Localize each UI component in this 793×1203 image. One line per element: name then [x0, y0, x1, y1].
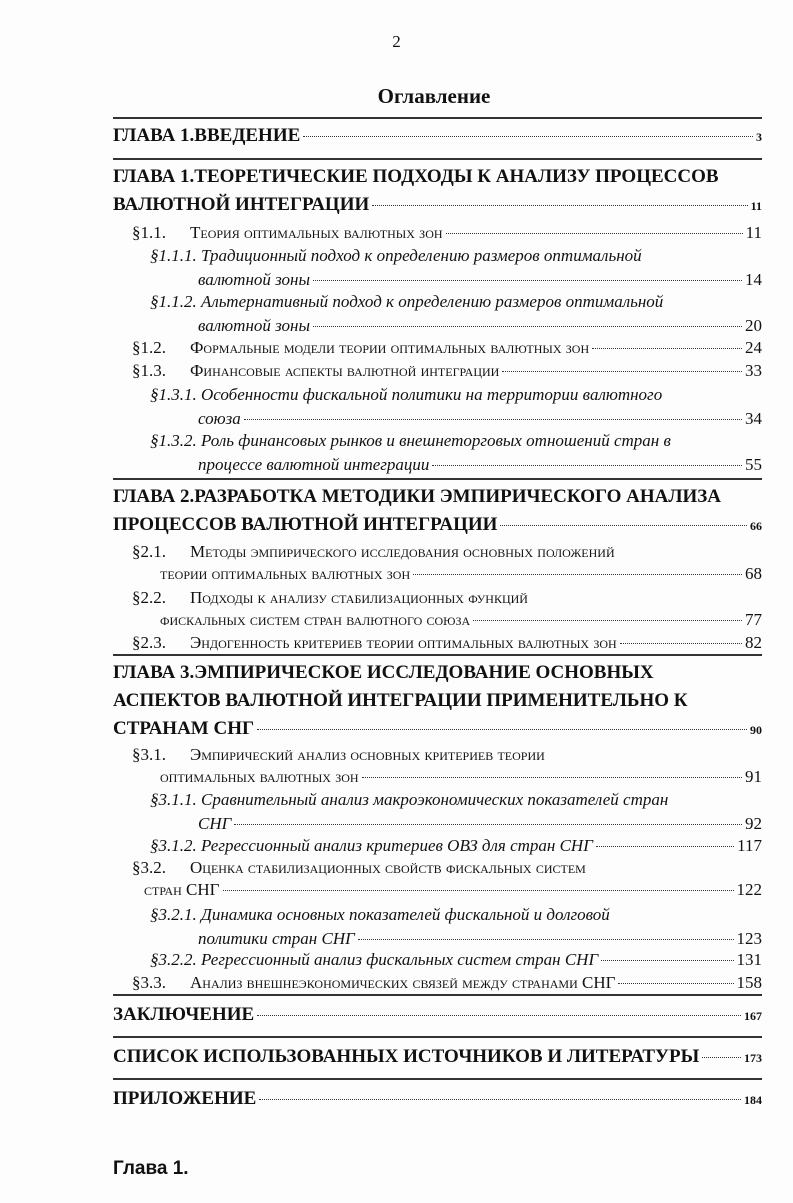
dot-leader	[432, 465, 742, 466]
entry-title: §3.2.2. Регрессионный анализ фискальных систем стран СНГ	[150, 950, 599, 969]
toc-subsection-1-3-2[interactable]	[150, 429, 762, 477]
entry-page: 20	[745, 316, 762, 335]
divider	[113, 994, 762, 996]
entry-page: 66	[750, 519, 762, 533]
entry-page: 167	[744, 1009, 762, 1023]
dot-leader	[223, 890, 734, 891]
entry-page: 91	[745, 767, 762, 786]
page-number: 2	[392, 32, 401, 51]
entry-page: 34	[745, 409, 762, 428]
dot-leader	[313, 280, 742, 281]
toc-subsection-3-2-2[interactable]	[150, 948, 762, 972]
entry-page: 82	[745, 633, 762, 652]
entry-page: 92	[745, 814, 762, 833]
entry-title: ГЛАВА 1.ВВЕДЕНИЕ	[113, 125, 301, 146]
toc-chapter-1[interactable]	[113, 163, 762, 220]
entry-title: Финансовые аспекты валютной интеграции	[190, 361, 500, 380]
dot-leader	[473, 620, 742, 621]
section-number: §3.3.	[132, 973, 166, 992]
section-number: §3.2.	[132, 858, 166, 877]
divider	[113, 654, 762, 656]
entry-page: 131	[736, 950, 762, 969]
entry-title-cont: оптимальных валютных зон	[160, 767, 359, 786]
toc-section-2-1[interactable]	[132, 541, 762, 585]
entry-title: §3.1.1. Сравнительный анализ макроэкономических показателей стран	[150, 790, 669, 809]
entry-page: 90	[750, 723, 762, 737]
entry-page: 68	[745, 564, 762, 583]
entry-title-cont: союза	[198, 409, 241, 428]
toc-subsection-3-2-1[interactable]	[150, 903, 762, 951]
entry-page: 24	[745, 338, 762, 357]
dot-leader	[257, 1015, 741, 1016]
dot-leader	[446, 233, 743, 234]
dot-leader	[313, 326, 742, 327]
toc-section-1-1[interactable]	[132, 222, 762, 244]
toc-subsection-1-3-1[interactable]	[150, 383, 762, 431]
entry-title: §3.2.1. Динамика основных показателей фискальной и долговой	[150, 905, 610, 924]
entry-page: 77	[745, 610, 762, 629]
toc-section-3-2[interactable]	[132, 857, 762, 901]
entry-title-cont: валютной зоны	[198, 270, 310, 289]
entry-title-cont: СТРАНАМ СНГ	[113, 718, 255, 739]
entry-title: Подходы к анализу стабилизационных функций	[190, 588, 528, 607]
section-number: §1.2.	[132, 338, 166, 357]
toc-subsection-1-1-2[interactable]	[150, 290, 762, 338]
toc-references[interactable]	[113, 1043, 762, 1072]
entry-title: ГЛАВА 2.РАЗРАБОТКА МЕТОДИКИ ЭМПИРИЧЕСКОГО АНАЛИЗА	[113, 486, 722, 507]
divider	[113, 478, 762, 480]
entry-title: Эмпирический анализ основных критериев теории	[190, 745, 545, 764]
dot-leader	[596, 846, 734, 847]
dot-leader	[618, 983, 733, 984]
entry-page: 55	[745, 455, 762, 474]
dot-leader	[601, 960, 733, 961]
divider	[113, 158, 762, 160]
section-number: §2.1.	[132, 542, 166, 561]
entry-title: Эндогенность критериев теории оптимальных валютных зон	[190, 633, 617, 652]
dot-leader	[259, 1099, 741, 1100]
entry-page: 33	[745, 361, 762, 380]
dot-leader	[244, 419, 742, 420]
entry-title-cont: фискальных систем стран валютного союза	[160, 610, 471, 629]
entry-title: ГЛАВА 3.ЭМПИРИЧЕСКОЕ ИССЛЕДОВАНИЕ ОСНОВНЫХ	[113, 662, 654, 683]
toc-subsection-1-1-1[interactable]	[150, 244, 762, 292]
entry-page: 158	[736, 973, 762, 992]
entry-title: ПРИЛОЖЕНИЕ	[113, 1088, 257, 1109]
toc-appendix[interactable]	[113, 1085, 762, 1114]
toc-chapter-3[interactable]	[113, 659, 762, 744]
toc-title: Оглавление	[377, 84, 491, 108]
section-number: §1.1.	[132, 223, 166, 242]
entry-page: 3	[756, 130, 762, 144]
entry-title: ГЛАВА 1.ТЕОРЕТИЧЕСКИЕ ПОДХОДЫ К АНАЛИЗУ ПРОЦЕССОВ	[113, 166, 719, 187]
entry-title: §1.1.2. Альтернативный подход к определению размеров оптимальной	[150, 292, 664, 311]
divider	[113, 1036, 762, 1038]
entry-title: ЗАКЛЮЧЕНИЕ	[113, 1004, 255, 1025]
chapter-heading: Глава 1.	[113, 1158, 189, 1179]
toc-subsection-3-1-1[interactable]	[150, 788, 762, 836]
entry-page: 184	[744, 1093, 762, 1107]
dot-leader	[500, 525, 747, 526]
dot-leader	[257, 729, 747, 730]
dot-leader	[358, 939, 734, 940]
entry-title-cont: теории оптимальных валютных зон	[160, 564, 411, 583]
entry-title: Оценка стабилизационных свойств фискальных систем	[190, 858, 586, 877]
dot-leader	[362, 777, 742, 778]
entry-title: §1.3.1. Особенности фискальной политики на территории валютного	[150, 385, 663, 404]
entry-page: 123	[736, 929, 762, 948]
entry-title: Формальные модели теории оптимальных валютных зон	[190, 338, 590, 357]
divider	[113, 117, 762, 119]
entry-title-cont: валютной зоны	[198, 316, 310, 335]
dot-leader	[502, 371, 742, 372]
toc-chapter-2[interactable]	[113, 483, 762, 540]
entry-page: 14	[745, 270, 762, 289]
entry-title: Анализ внешнеэкономических связей между странами СНГ	[190, 973, 616, 992]
toc-conclusion[interactable]	[113, 1001, 762, 1030]
section-number: §3.1.	[132, 745, 166, 764]
entry-title-cont: СНГ	[198, 814, 232, 833]
toc-section-3-3[interactable]	[132, 972, 762, 994]
toc-chapter-intro[interactable]	[113, 122, 762, 151]
toc-subsection-3-1-2[interactable]	[150, 834, 762, 858]
entry-title: §1.3.2. Роль финансовых рынков и внешнеторговых отношений стран в	[150, 431, 671, 450]
entry-title: §1.1.1. Традиционный подход к определению размеров оптимальной	[150, 246, 642, 265]
dot-leader	[413, 574, 742, 575]
toc-section-3-1[interactable]	[132, 744, 762, 788]
entry-title-cont: процессе валютной интеграции	[198, 455, 430, 474]
toc-section-1-2[interactable]	[132, 337, 762, 359]
entry-title: Теория оптимальных валютных зон	[190, 223, 443, 242]
dot-leader	[592, 348, 742, 349]
entry-title: Методы эмпирического исследования основных положений	[190, 542, 615, 561]
divider	[113, 1078, 762, 1080]
entry-title-cont: ПРОЦЕССОВ ВАЛЮТНОЙ ИНТЕГРАЦИИ	[113, 514, 498, 535]
dot-leader	[234, 824, 742, 825]
entry-title-cont: стран СНГ	[144, 880, 220, 899]
entry-title: СПИСОК ИСПОЛЬЗОВАННЫХ ИСТОЧНИКОВ И ЛИТЕРАТУРЫ	[113, 1046, 700, 1067]
toc-section-2-2[interactable]	[132, 587, 762, 631]
entry-page: 122	[736, 880, 762, 899]
section-number: §2.2.	[132, 588, 166, 607]
entry-title: §3.1.2. Регрессионный анализ критериев ОВЗ для стран СНГ	[150, 836, 593, 855]
toc-section-1-3[interactable]	[132, 360, 762, 382]
entry-page: 11	[745, 223, 762, 242]
section-number: §1.3.	[132, 361, 166, 380]
dot-leader	[303, 136, 753, 137]
entry-page: 117	[737, 836, 762, 855]
entry-page: 173	[744, 1051, 762, 1065]
entry-page: 11	[750, 199, 762, 213]
dot-leader	[702, 1057, 741, 1058]
dot-leader	[372, 205, 747, 206]
entry-title-cont: политики стран СНГ	[198, 929, 355, 948]
section-number: §2.3.	[132, 633, 166, 652]
entry-title-cont: ВАЛЮТНОЙ ИНТЕГРАЦИИ	[113, 194, 370, 215]
toc-section-2-3[interactable]	[132, 632, 762, 654]
dot-leader	[620, 643, 742, 644]
entry-title-cont: АСПЕКТОВ ВАЛЮТНОЙ ИНТЕГРАЦИИ ПРИМЕНИТЕЛЬНО К	[113, 690, 688, 711]
